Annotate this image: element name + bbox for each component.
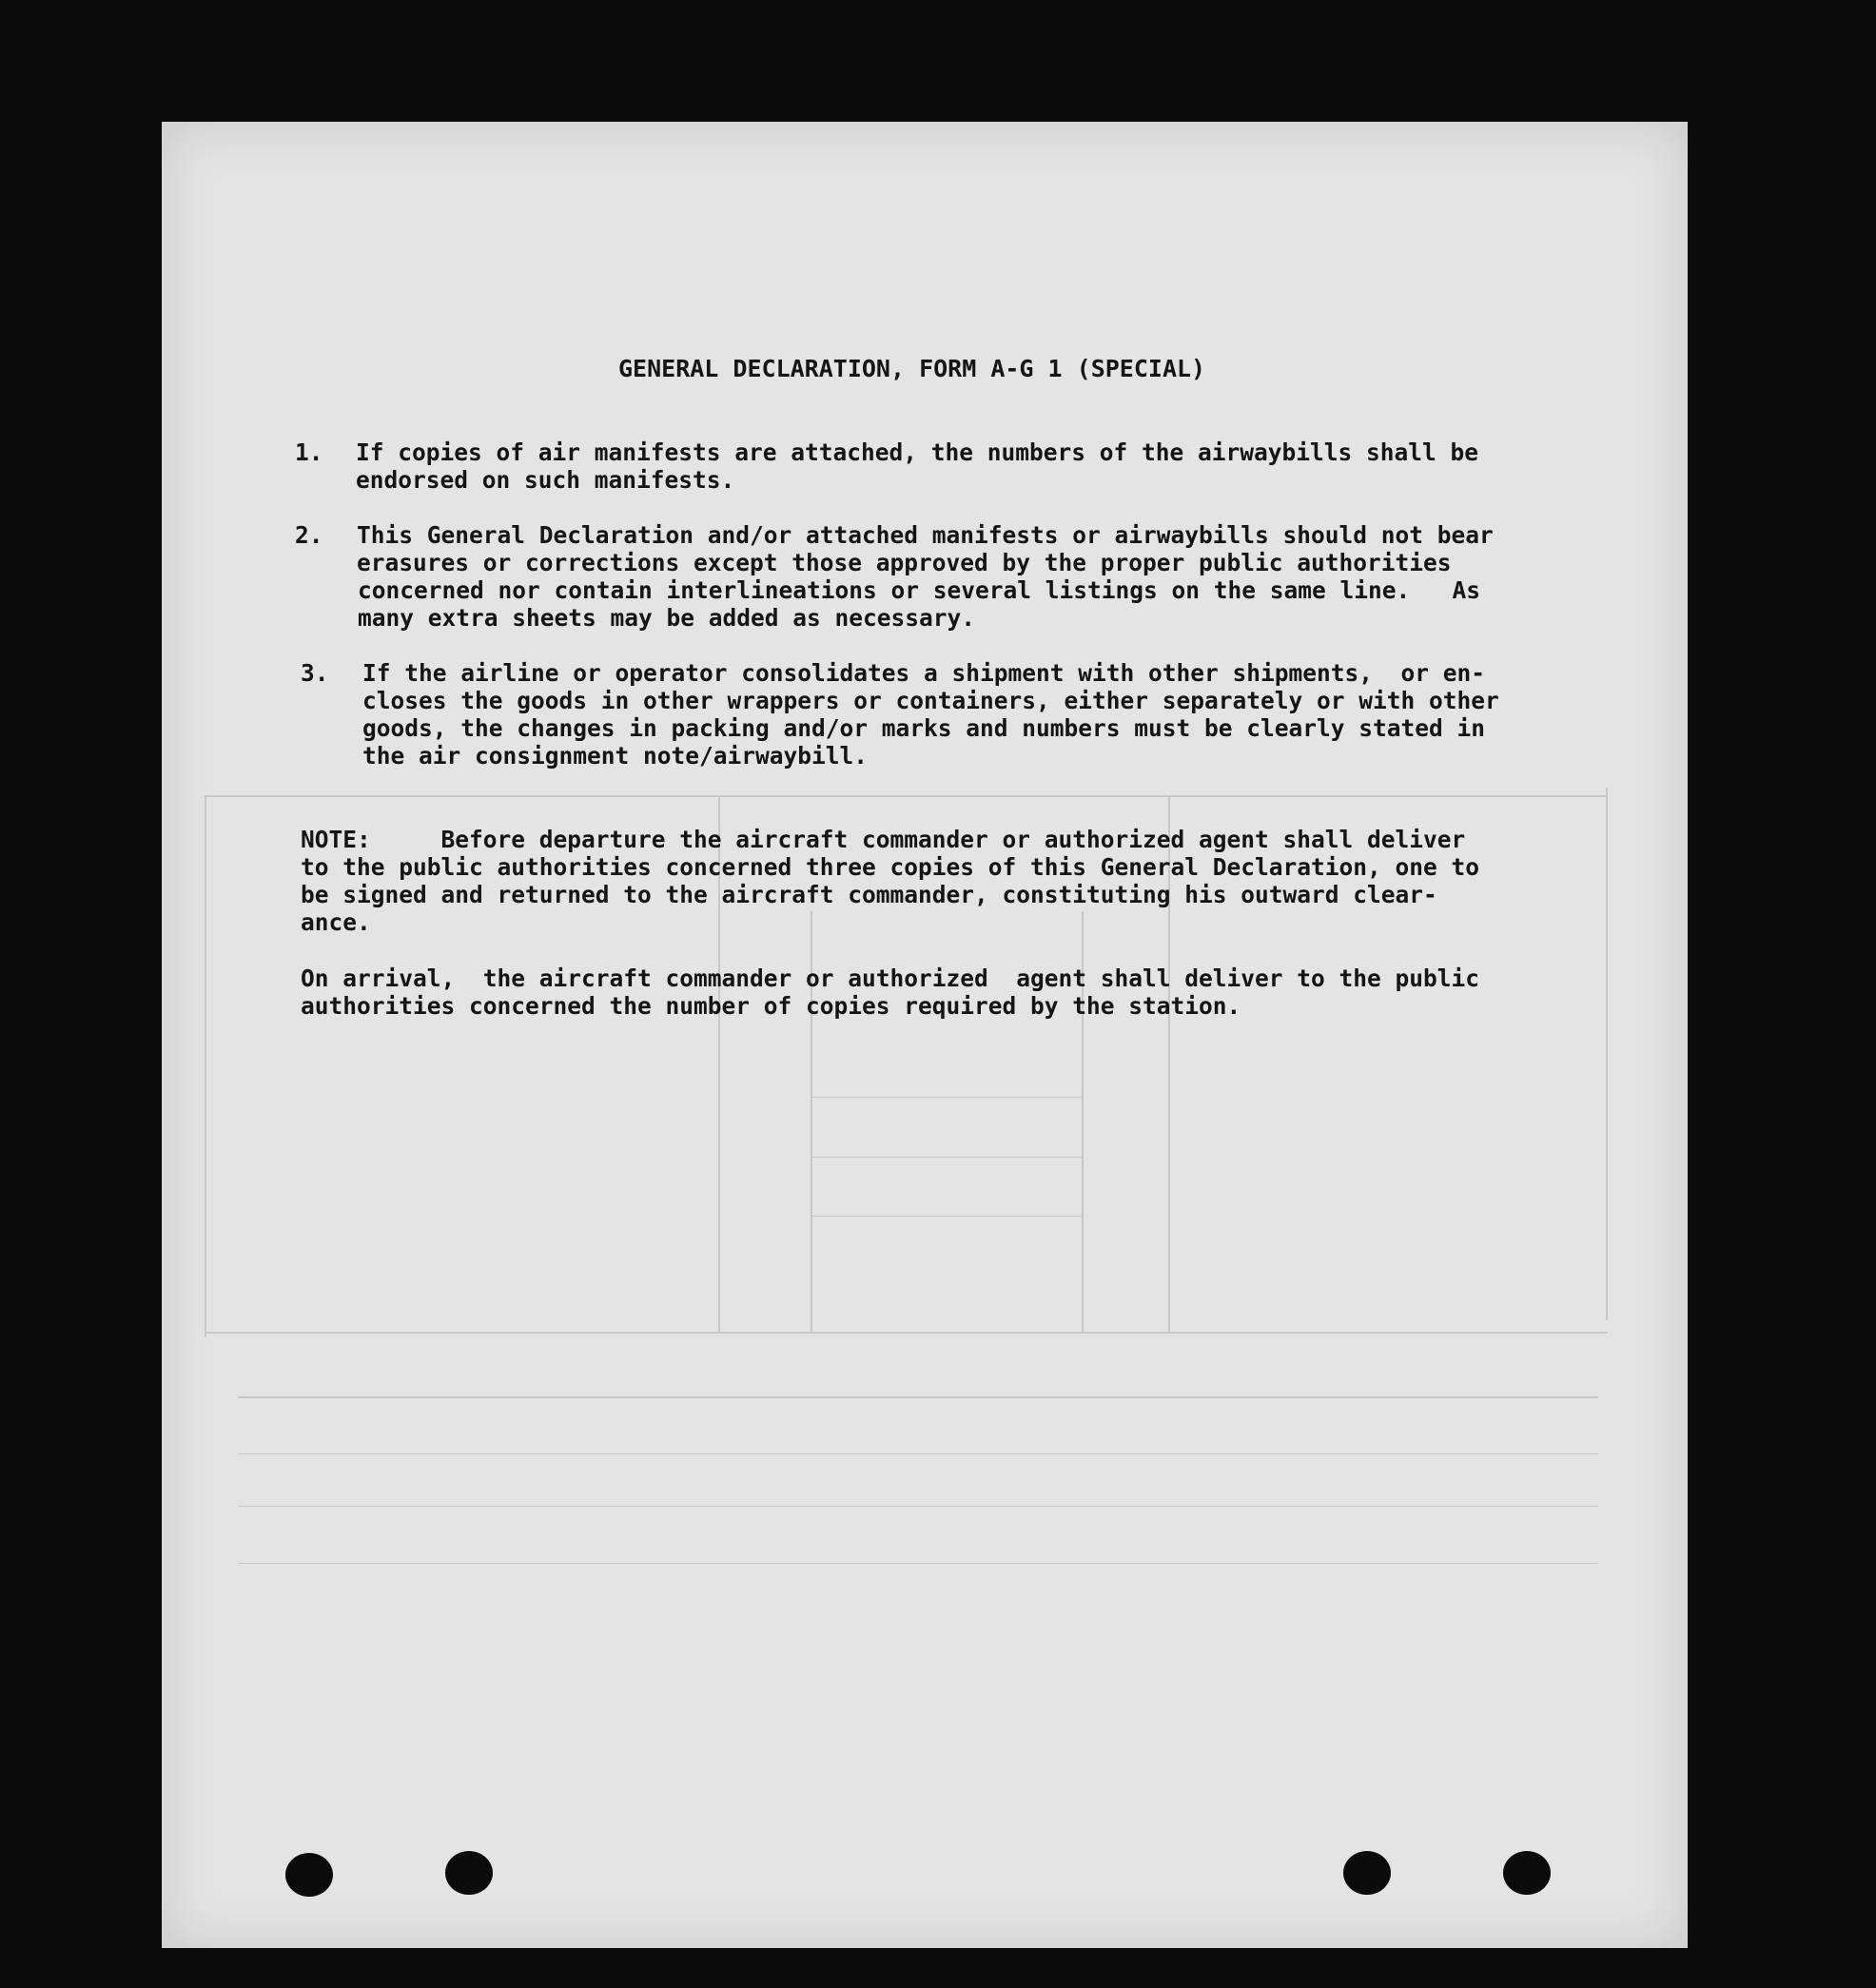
item-1-line-1: If copies of air manifests are attached, the numbers of the airwaybills shall be — [356, 439, 1479, 466]
bleed-through-heading-1 — [542, 148, 553, 180]
page-title: GENERAL DECLARATION, FORM A-G 1 (SPECIAL) — [618, 355, 1206, 382]
item-3-line-2: closes the goods in other wrappers or containers, either separately or with other — [362, 687, 1499, 714]
bleed-through-row-1 — [811, 1097, 1082, 1098]
note-line-1: NOTE: Before departure the aircraft commander or authorized agent shall deliver — [301, 826, 1466, 853]
punch-hole-2 — [445, 1851, 493, 1895]
bleed-through-rule-4 — [238, 1563, 1598, 1564]
bleed-through-rule-3 — [238, 1506, 1598, 1507]
bleed-through-heading-2 — [618, 1663, 636, 1720]
item-1-line-2: endorsed on such manifests. — [356, 466, 735, 494]
item-3-line-1: If the airline or operator consolidates a shipment with other shipments, or en- — [362, 659, 1486, 687]
bleed-through-box-bottom — [205, 1332, 1608, 1334]
item-2-line-1: This General Declaration and/or attached manifests or airwaybills should not bear — [357, 521, 1494, 549]
item-2-line-4: many extra sheets may be added as necessary. — [358, 604, 976, 632]
item-2-line-3: concerned nor contain interlineations or several listings on the same line. As — [358, 576, 1481, 604]
arrival-line-2: authorities concerned the number of copies required by the station. — [301, 992, 1241, 1020]
document-page — [162, 122, 1688, 1948]
item-1-number: 1. — [295, 439, 323, 466]
punch-hole-1 — [285, 1853, 333, 1897]
note-line-3: be signed and returned to the aircraft commander, constituting his outward clear- — [301, 881, 1437, 908]
bleed-through-row-2 — [811, 1157, 1082, 1158]
bleed-through-rule-1 — [238, 1396, 1598, 1398]
bleed-through-box-top — [205, 795, 1608, 797]
bleed-through-rule-2 — [238, 1453, 1598, 1454]
bleed-through-row-3 — [811, 1216, 1082, 1217]
note-line-4: ance. — [301, 908, 371, 936]
item-3-number: 3. — [301, 659, 329, 687]
arrival-line-1: On arrival, the aircraft commander or authorized agent shall deliver to the public — [301, 965, 1480, 992]
bleed-through-box-left — [205, 795, 206, 1337]
item-3-line-3: goods, the changes in packing and/or marks and numbers must be clearly stated in — [362, 714, 1486, 742]
item-2-number: 2. — [295, 521, 323, 549]
bleed-through-box-right — [1606, 788, 1608, 1320]
note-line-2: to the public authorities concerned three copies of this General Declaration, one to — [301, 853, 1480, 881]
item-3-line-4: the air consignment note/airwaybill. — [362, 742, 869, 770]
punch-hole-3 — [1343, 1851, 1391, 1895]
item-2-line-2: erasures or corrections except those approved by the proper public authorities — [357, 549, 1452, 576]
punch-hole-4 — [1503, 1851, 1551, 1895]
